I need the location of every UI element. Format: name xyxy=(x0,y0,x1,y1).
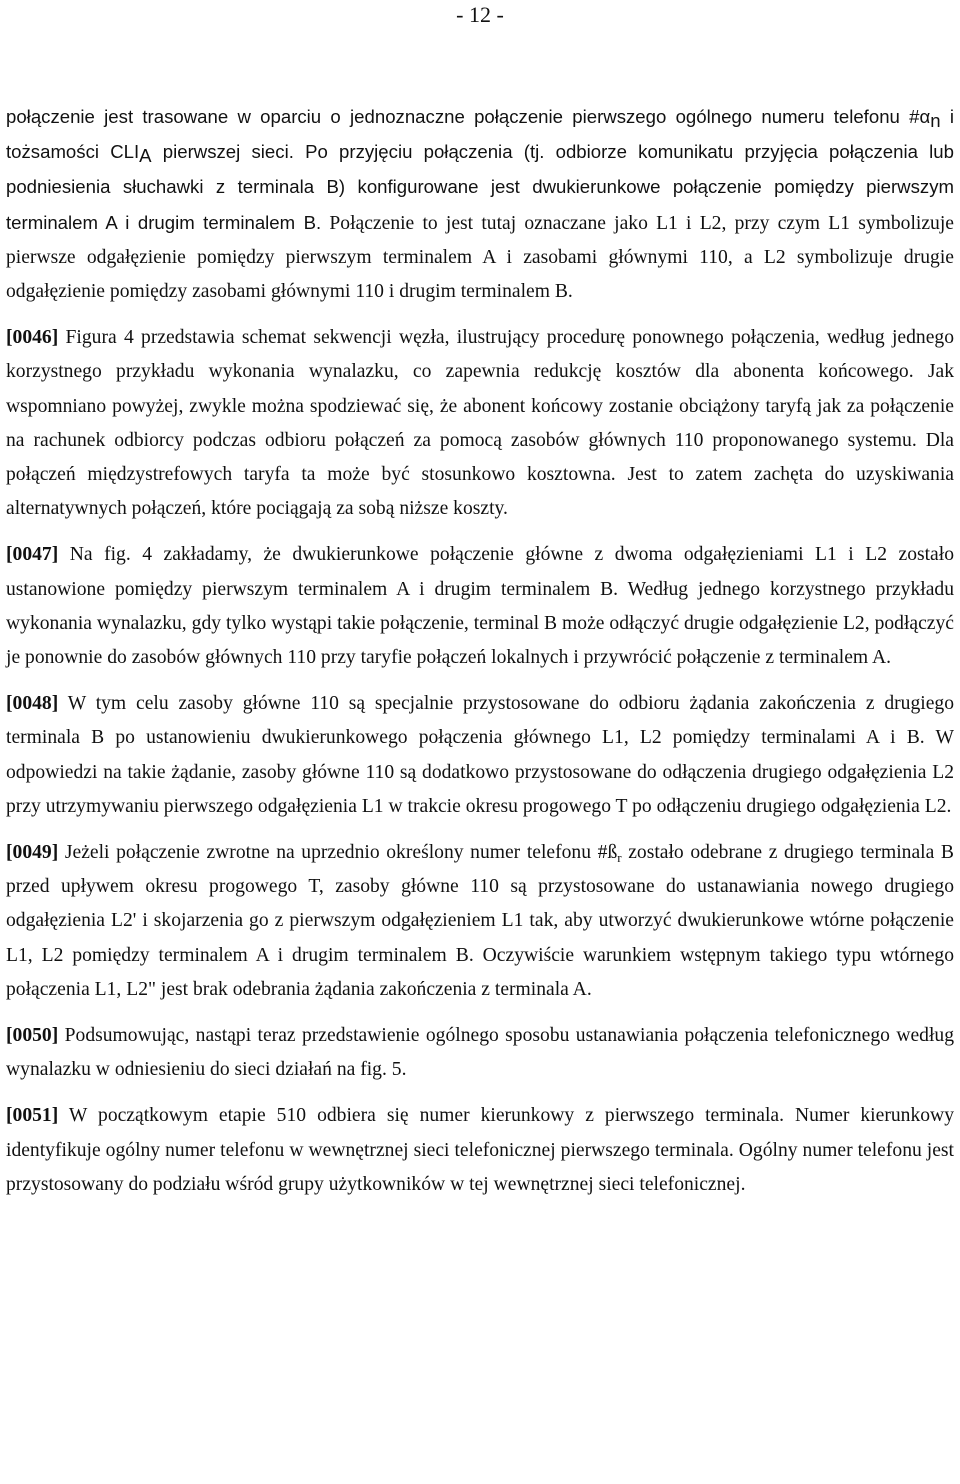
paragraph-text: Figura 4 przedstawia schemat sekwencji węzła, ilustrujący procedurę ponownego połączenia, według jednego korzystnego przykładu wykonania wynalazku, co zapewnia redukcję kosztów dla abonenta końcowego. Jak wspomniano powyżej, zwykle można spodziewać się, że abonent końcowy zostanie obciążony taryfą jak za połączenie na rachunek odbiorcy podczas odbioru połączeń za pomocą zasobów głównych 110 proponowanego systemu. Dla połączeń międzystrefowych taryfa ta może być stosunkowo kosztowna. Jest to zatem zachęta do uzyskiwania alternatywnych połączeń, które pociągają za sobą niższe koszty. xyxy=(6,327,954,520)
paragraph-id: [0048] xyxy=(6,693,59,715)
page-number: - 12 - xyxy=(456,2,504,27)
paragraph-text: i tożsamości CLI xyxy=(6,106,955,163)
subscript: r xyxy=(617,850,622,866)
paragraph-text: zostało odebrane z drugiego terminala B przed upływem okresu progowego T, zasoby główne 110 są przystosowane do ustanawiania nowego drugiego odgałęzienia L2' i skojarzenia go z pierwszym odgałęzieniem L1 tak, aby utworzyć dwukierunkowe wtórne połączenie L1, L2 pomiędzy terminalem A i drugim terminalem B. Oczywiście warunkiem wstępnym takiego typu wtórnego połączenia L1, L2" jest brak odebrania żądania zakończenia z terminala A. xyxy=(6,842,954,1000)
paragraph-0050 xyxy=(6,1019,954,1087)
paragraph-0047 xyxy=(6,538,954,675)
paragraph-0051 xyxy=(6,1099,954,1202)
paragraph-id: [0050] xyxy=(6,1025,59,1047)
paragraph-text: Jeżeli połączenie zwrotne na uprzednio określony numer telefonu #ß xyxy=(58,842,618,864)
paragraph-id: [0051] xyxy=(6,1105,59,1127)
subscript: n xyxy=(930,110,941,131)
paragraph-id: [0047] xyxy=(6,544,59,566)
document-body xyxy=(6,100,954,1214)
paragraph-text: Połączenie to jest tutaj oznaczane jako L1 i L2, przy czym L1 symbolizuje pierwsze odgałęzienie pomiędzy pierwszym terminalem A i zasobami głównymi 110, a L2 symbolizuje drugie odgałęzienie pomiędzy zasobami głównymi 110 i drugim terminalem B. xyxy=(6,212,954,303)
paragraph-0049 xyxy=(6,836,954,1007)
paragraph-0046 xyxy=(6,321,954,526)
paragraph-text: Na fig. 4 zakładamy, że dwukierunkowe połączenie główne z dwoma odgałęzieniami L1 i L2 zostało ustanowione pomiędzy pierwszym terminalem A i drugim terminalem B. Według jednego korzystnego przykładu wykonania wynalazku, gdy tylko wystąpi takie połączenie, terminal B może odłączyć drugie odgałęzienie L2, podłączyć je ponownie do zasobów głównych 110 przy taryfie połączeń lokalnych i przywrócić połączenie z terminalem A. xyxy=(6,544,954,669)
paragraph-text: W tym celu zasoby główne 110 są specjalnie przystosowane do odbioru żądania zakończenia z drugiego terminala B po ustanowieniu dwukierunkowego połączenia głównego L1, L2 pomiędzy terminalami A i B. W odpowiedzi na takie żądanie, zasoby główne 110 są dodatkowo przystosowane do odłączenia drugiego odgałęzienia L2 przy utrzymywaniu pierwszego odgałęzienia L1 w trakcie okresu progowego T po odłączeniu drugiego odgałęzienia L2. xyxy=(6,693,954,817)
paragraph-id: [0046] xyxy=(6,327,59,349)
subscript: A xyxy=(139,145,152,167)
paragraph-text: połączenie jest trasowane w oparciu o jednoznaczne połączenie pierwszego ogólnego numeru telefonu #α xyxy=(6,106,931,127)
paragraph-text: Podsumowując, nastąpi teraz przedstawienie ogólnego sposobu ustanawiania połączenia telefonicznego według wynalazku w odniesieniu do sieci działań na fig. 5. xyxy=(6,1025,954,1081)
paragraph-text: pierwszej sieci. Po przyjęciu połączenia (tj. odbiorze komunikatu przyjęcia połączenia lub podniesienia słuchawki z terminala B) konfigurowane jest dwukierunkowe połączenie pomiędzy pierwszym terminalem A i drugim terminalem B. xyxy=(6,141,954,233)
paragraph-text: W początkowym etapie 510 odbiera się numer kierunkowy z pierwszego terminala. Numer kierunkowy identyfikuje ogólny numer telefonu w wewnętrznej sieci telefonicznej pierwszego terminala. Ogólny numer telefonu jest przystosowany do podziału wśród grupy użytkowników w tej wewnętrznej sieci telefonicznej. xyxy=(6,1105,954,1195)
paragraph-id: [0049] xyxy=(6,842,59,864)
paragraph-0048 xyxy=(6,687,954,824)
paragraph-0045-continued xyxy=(6,100,954,309)
